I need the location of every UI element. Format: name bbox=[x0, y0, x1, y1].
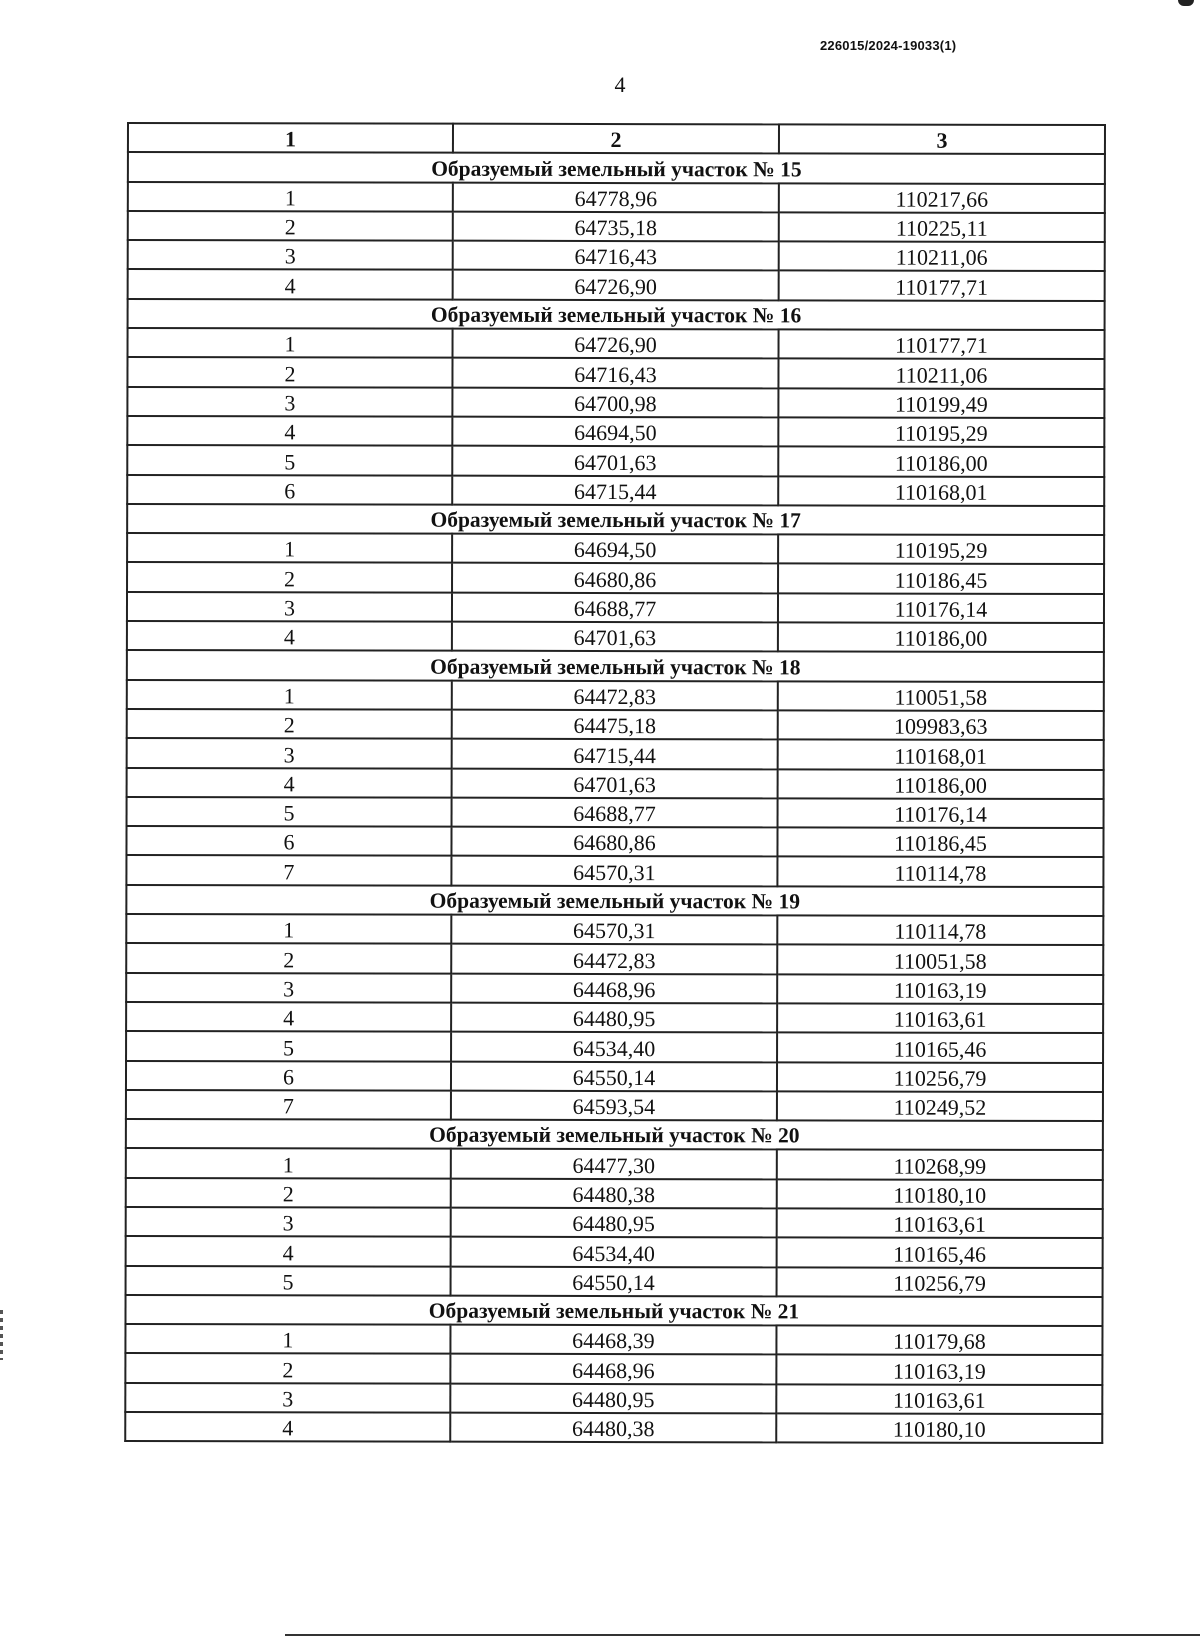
section-title: Образуемый земельный участок № 19 bbox=[126, 885, 1103, 916]
y-coordinate-cell: 110163,61 bbox=[777, 1208, 1103, 1238]
section-title-row bbox=[127, 650, 1104, 681]
x-coordinate-cell: 64570,31 bbox=[451, 915, 777, 945]
x-coordinate-cell: 64480,95 bbox=[451, 1208, 777, 1238]
x-coordinate-cell: 64480,95 bbox=[451, 1003, 777, 1033]
x-coordinate-cell: 64475,18 bbox=[452, 710, 778, 740]
table-row bbox=[126, 1207, 1103, 1238]
x-coordinate-cell: 64480,38 bbox=[451, 1178, 777, 1208]
page-number: 4 bbox=[614, 72, 626, 97]
point-number-cell: 3 bbox=[127, 592, 452, 622]
point-number-cell: 4 bbox=[126, 1236, 451, 1266]
table-row bbox=[126, 1178, 1103, 1209]
header-cell-3: 3 bbox=[779, 124, 1105, 154]
x-coordinate-cell: 64694,50 bbox=[452, 534, 778, 564]
y-coordinate-cell: 110051,58 bbox=[778, 681, 1104, 711]
x-coordinate-cell: 64715,44 bbox=[452, 475, 778, 505]
x-coordinate-cell: 64726,90 bbox=[453, 270, 779, 300]
table-row bbox=[126, 1031, 1103, 1062]
y-coordinate-cell: 110186,00 bbox=[778, 447, 1104, 477]
y-coordinate-cell: 110114,78 bbox=[777, 915, 1103, 945]
y-coordinate-cell: 110177,71 bbox=[779, 329, 1105, 359]
y-coordinate-cell: 110195,29 bbox=[778, 535, 1104, 565]
point-number-cell: 1 bbox=[126, 1148, 451, 1178]
y-coordinate-cell: 110268,99 bbox=[777, 1150, 1103, 1180]
point-number-cell: 4 bbox=[127, 416, 452, 446]
point-number-cell: 1 bbox=[127, 680, 452, 710]
point-number-cell: 2 bbox=[128, 211, 453, 241]
y-coordinate-cell: 110180,10 bbox=[776, 1413, 1102, 1443]
point-number-cell: 4 bbox=[127, 768, 452, 798]
section-title: Образуемый земельный участок № 18 bbox=[127, 650, 1104, 681]
table-row bbox=[128, 182, 1105, 213]
table-row bbox=[127, 738, 1104, 769]
y-coordinate-cell: 110186,45 bbox=[777, 827, 1103, 857]
table-row bbox=[126, 973, 1103, 1004]
point-number-cell: 5 bbox=[126, 1031, 451, 1061]
x-coordinate-cell: 64694,50 bbox=[452, 417, 778, 447]
x-coordinate-cell: 64550,14 bbox=[451, 1061, 777, 1091]
point-number-cell: 2 bbox=[125, 1353, 450, 1383]
x-coordinate-cell: 64477,30 bbox=[451, 1149, 777, 1179]
point-number-cell: 1 bbox=[125, 1324, 450, 1354]
y-coordinate-cell: 110179,68 bbox=[776, 1326, 1102, 1356]
table-row bbox=[126, 855, 1103, 886]
coordinates-table-body bbox=[125, 123, 1105, 1443]
table-row bbox=[127, 680, 1104, 711]
point-number-cell: 3 bbox=[125, 1383, 450, 1413]
y-coordinate-cell: 110163,61 bbox=[777, 1003, 1103, 1033]
y-coordinate-cell: 110168,01 bbox=[778, 740, 1104, 770]
point-number-cell: 1 bbox=[128, 182, 453, 212]
y-coordinate-cell: 110165,46 bbox=[777, 1033, 1103, 1063]
table-row bbox=[126, 826, 1103, 857]
y-coordinate-cell: 110199,49 bbox=[778, 388, 1104, 418]
section-title-row bbox=[128, 152, 1105, 183]
x-coordinate-cell: 64593,54 bbox=[451, 1090, 777, 1120]
point-number-cell: 6 bbox=[127, 475, 452, 505]
y-coordinate-cell: 110186,00 bbox=[778, 769, 1104, 799]
y-coordinate-cell: 110051,58 bbox=[777, 945, 1103, 975]
section-title-row bbox=[125, 1295, 1102, 1326]
point-number-cell: 2 bbox=[126, 943, 451, 973]
point-number-cell: 3 bbox=[127, 738, 452, 768]
y-coordinate-cell: 110211,06 bbox=[778, 359, 1104, 389]
point-number-cell: 2 bbox=[127, 562, 452, 592]
y-coordinate-cell: 110180,10 bbox=[777, 1179, 1103, 1209]
point-number-cell: 1 bbox=[127, 533, 452, 563]
y-coordinate-cell: 110163,19 bbox=[777, 974, 1103, 1004]
y-coordinate-cell: 110195,29 bbox=[778, 417, 1104, 447]
y-coordinate-cell: 110176,14 bbox=[778, 593, 1104, 623]
table-row bbox=[127, 797, 1104, 828]
table-row bbox=[127, 562, 1104, 593]
x-coordinate-cell: 64680,86 bbox=[452, 563, 778, 593]
table-row bbox=[127, 768, 1104, 799]
scan-corner-mark bbox=[1178, 0, 1194, 6]
table-row bbox=[125, 1353, 1102, 1384]
table-row bbox=[126, 1148, 1103, 1179]
point-number-cell: 7 bbox=[126, 1090, 451, 1120]
point-number-cell: 2 bbox=[127, 357, 452, 387]
x-coordinate-cell: 64570,31 bbox=[451, 856, 777, 886]
table-row bbox=[127, 475, 1104, 506]
section-title: Образуемый земельный участок № 17 bbox=[127, 504, 1104, 535]
y-coordinate-cell: 110163,19 bbox=[776, 1355, 1102, 1385]
point-number-cell: 3 bbox=[128, 240, 453, 270]
x-coordinate-cell: 64688,77 bbox=[452, 592, 778, 622]
point-number-cell: 5 bbox=[127, 797, 452, 827]
y-coordinate-cell: 110256,79 bbox=[777, 1062, 1103, 1092]
point-number-cell: 5 bbox=[126, 1266, 451, 1296]
y-coordinate-cell: 110186,45 bbox=[778, 564, 1104, 594]
table-row bbox=[125, 1324, 1102, 1355]
point-number-cell: 3 bbox=[126, 973, 451, 1003]
x-coordinate-cell: 64701,63 bbox=[452, 768, 778, 798]
section-title: Образуемый земельный участок № 16 bbox=[128, 299, 1105, 330]
point-number-cell: 3 bbox=[126, 1207, 451, 1237]
x-coordinate-cell: 64700,98 bbox=[452, 387, 778, 417]
table-row bbox=[126, 1061, 1103, 1092]
y-coordinate-cell: 110177,71 bbox=[779, 271, 1105, 301]
y-coordinate-cell: 110168,01 bbox=[778, 476, 1104, 506]
y-coordinate-cell: 110114,78 bbox=[777, 857, 1103, 887]
point-number-cell: 2 bbox=[126, 1178, 451, 1208]
point-number-cell: 4 bbox=[128, 269, 453, 299]
y-coordinate-cell: 109983,63 bbox=[778, 710, 1104, 740]
table-row bbox=[126, 943, 1103, 974]
y-coordinate-cell: 110176,14 bbox=[778, 798, 1104, 828]
point-number-cell: 4 bbox=[127, 621, 452, 651]
x-coordinate-cell: 64701,63 bbox=[452, 446, 778, 476]
x-coordinate-cell: 64480,95 bbox=[450, 1383, 776, 1413]
document-registration-number: 226015/2024-19033(1) bbox=[820, 38, 957, 53]
section-title-row bbox=[127, 504, 1104, 535]
point-number-cell: 4 bbox=[125, 1412, 450, 1442]
table-row bbox=[128, 328, 1105, 359]
y-coordinate-cell: 110217,66 bbox=[779, 183, 1105, 213]
table-row bbox=[125, 1383, 1102, 1414]
x-coordinate-cell: 64472,83 bbox=[451, 944, 777, 974]
point-number-cell: 3 bbox=[127, 387, 452, 417]
table-row bbox=[127, 387, 1104, 418]
y-coordinate-cell: 110225,11 bbox=[779, 212, 1105, 242]
table-row bbox=[128, 269, 1105, 300]
section-title: Образуемый земельный участок № 20 bbox=[126, 1119, 1103, 1150]
x-coordinate-cell: 64534,40 bbox=[451, 1032, 777, 1062]
table-row bbox=[127, 621, 1104, 652]
header-cell-1: 1 bbox=[128, 123, 453, 153]
x-coordinate-cell: 64716,43 bbox=[452, 358, 778, 388]
section-title: Образуемый земельный участок № 21 bbox=[125, 1295, 1102, 1326]
point-number-cell: 1 bbox=[126, 914, 451, 944]
table-row bbox=[126, 1090, 1103, 1121]
x-coordinate-cell: 64468,39 bbox=[450, 1325, 776, 1355]
x-coordinate-cell: 64778,96 bbox=[453, 182, 779, 212]
y-coordinate-cell: 110211,06 bbox=[779, 242, 1105, 272]
table-row bbox=[127, 533, 1104, 564]
section-title-row bbox=[126, 885, 1103, 916]
table-row bbox=[127, 445, 1104, 476]
x-coordinate-cell: 64468,96 bbox=[451, 973, 777, 1003]
y-coordinate-cell: 110186,00 bbox=[778, 622, 1104, 652]
point-number-cell: 4 bbox=[126, 1002, 451, 1032]
x-coordinate-cell: 64550,14 bbox=[451, 1266, 777, 1296]
table-row bbox=[126, 1266, 1103, 1297]
point-number-cell: 6 bbox=[126, 826, 451, 856]
x-coordinate-cell: 64468,96 bbox=[450, 1354, 776, 1384]
section-title: Образуемый земельный участок № 15 bbox=[128, 152, 1105, 183]
table-header-row bbox=[128, 123, 1105, 154]
table-row bbox=[127, 592, 1104, 623]
x-coordinate-cell: 64480,38 bbox=[450, 1413, 776, 1443]
table-row bbox=[127, 709, 1104, 740]
x-coordinate-cell: 64472,83 bbox=[452, 680, 778, 710]
y-coordinate-cell: 110163,61 bbox=[776, 1384, 1102, 1414]
section-title-row bbox=[126, 1119, 1103, 1150]
section-title-row bbox=[128, 299, 1105, 330]
point-number-cell: 5 bbox=[127, 445, 452, 475]
header-cell-2: 2 bbox=[453, 124, 779, 154]
x-coordinate-cell: 64680,86 bbox=[451, 827, 777, 857]
x-coordinate-cell: 64735,18 bbox=[453, 212, 779, 242]
table-row bbox=[126, 1002, 1103, 1033]
table-row bbox=[125, 1412, 1102, 1443]
x-coordinate-cell: 64726,90 bbox=[453, 329, 779, 359]
x-coordinate-cell: 64701,63 bbox=[452, 622, 778, 652]
point-number-cell: 1 bbox=[128, 328, 453, 358]
point-number-cell: 6 bbox=[126, 1061, 451, 1091]
table-row bbox=[127, 416, 1104, 447]
y-coordinate-cell: 110256,79 bbox=[777, 1267, 1103, 1297]
point-number-cell: 7 bbox=[126, 855, 451, 885]
point-number-cell: 2 bbox=[127, 709, 452, 739]
x-coordinate-cell: 64715,44 bbox=[452, 739, 778, 769]
x-coordinate-cell: 64716,43 bbox=[453, 241, 779, 271]
table-row bbox=[126, 1236, 1103, 1267]
table-row bbox=[128, 211, 1105, 242]
x-coordinate-cell: 64534,40 bbox=[451, 1237, 777, 1267]
scan-margin-mark bbox=[0, 1310, 3, 1360]
table-row bbox=[127, 357, 1104, 388]
table-row bbox=[128, 240, 1105, 271]
y-coordinate-cell: 110165,46 bbox=[777, 1238, 1103, 1268]
table-row bbox=[126, 914, 1103, 945]
y-coordinate-cell: 110249,52 bbox=[777, 1091, 1103, 1121]
coordinates-table bbox=[124, 122, 1106, 1444]
x-coordinate-cell: 64688,77 bbox=[452, 798, 778, 828]
